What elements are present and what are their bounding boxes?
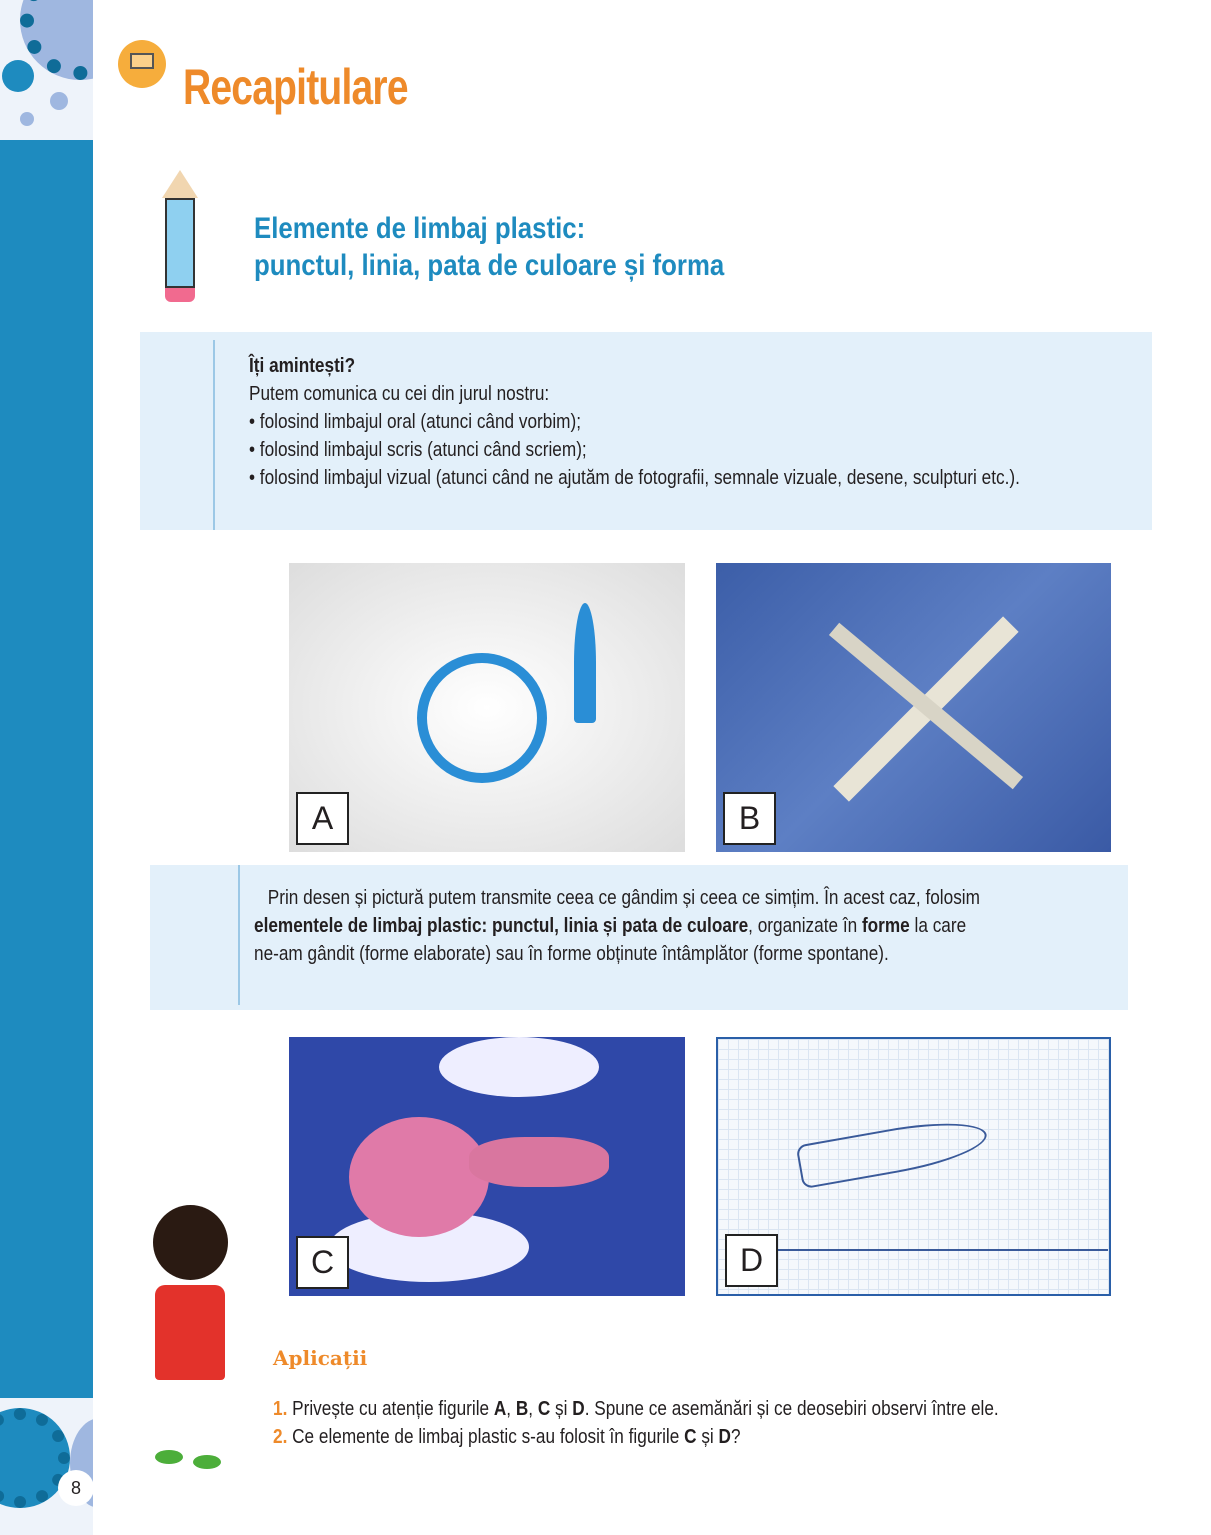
page-number: 8 <box>58 1470 94 1506</box>
explanation-text <box>254 884 1114 968</box>
item-number: 1. <box>273 1398 288 1420</box>
text: . Spune ce asemănări și ce deosebiri observi între ele. <box>584 1398 999 1420</box>
bullet-item: • folosind limbajul scris (atunci când scriem); <box>249 439 587 461</box>
subtitle-line: Elemente de limbaj plastic: <box>254 212 586 245</box>
bold: C <box>684 1426 697 1448</box>
applications-heading: Aplicații <box>273 1346 368 1370</box>
text: la care <box>909 915 967 937</box>
bold: D <box>718 1426 731 1448</box>
girl-illustration <box>125 1205 255 1475</box>
text: și <box>696 1426 719 1448</box>
text: Ce elemente de limbaj plastic s-au folosit în figurile <box>292 1426 685 1448</box>
figure-d-rocket-sketch <box>716 1037 1111 1296</box>
reminder-intro: Putem comunica cu cei din jurul nostru: <box>249 383 550 405</box>
bottom-decoration <box>0 1398 93 1535</box>
explanation-line: ne-am gândit (forme elaborate) sau în forme obținute întâmplător (forme spontane). <box>254 943 889 965</box>
top-decoration <box>0 0 93 140</box>
application-item <box>273 1395 1133 1423</box>
bold-term: forme <box>861 915 910 937</box>
divider-line <box>213 340 215 530</box>
divider-line <box>238 865 240 1005</box>
explanation-line: Prin desen și pictură putem transmite ceea ce gândim și ceea ce simțim. În acest caz, folosim <box>267 887 980 909</box>
laptop-icon <box>118 40 166 88</box>
figure-a-globe-rocket <box>289 563 685 852</box>
figure-b-airplane <box>716 563 1111 852</box>
side-strip <box>0 0 93 1535</box>
reminder-text <box>249 352 1152 492</box>
bullet-item: • folosind limbajul vizual (atunci când ne ajutăm de fotografii, semnale vizuale, desene, sculpturi etc.). <box>249 467 1020 489</box>
text: Privește cu atenție figurile <box>292 1398 494 1420</box>
figure-label: A <box>296 792 349 845</box>
text: , <box>528 1398 538 1420</box>
text: ? <box>730 1426 741 1448</box>
figure-label: C <box>296 1236 349 1289</box>
bold-term: elementele de limbaj plastic: punctul, linia și pata de culoare <box>254 915 749 937</box>
figure-c-bird-painting <box>289 1037 685 1296</box>
bold: C <box>537 1398 551 1420</box>
bold: B <box>515 1398 529 1420</box>
bullet-item: • folosind limbajul oral (atunci când vorbim); <box>249 411 582 433</box>
bold: A <box>493 1398 507 1420</box>
bold: D <box>572 1398 585 1420</box>
pencil-mascot-illustration <box>162 170 198 305</box>
applications-list <box>273 1395 1133 1451</box>
figure-label: B <box>723 792 776 845</box>
figure-label: D <box>725 1234 778 1287</box>
section-subtitle <box>254 200 856 295</box>
subtitle-line: punctul, linia, pata de culoare și forma <box>254 248 725 282</box>
text: și <box>550 1398 573 1420</box>
page-title: Recapitulare <box>183 59 408 115</box>
item-number: 2. <box>273 1426 288 1448</box>
reminder-heading: Îți amintești? <box>249 355 356 377</box>
text: , <box>506 1398 516 1420</box>
application-item <box>273 1423 1133 1451</box>
text: , organizate în <box>748 915 862 937</box>
